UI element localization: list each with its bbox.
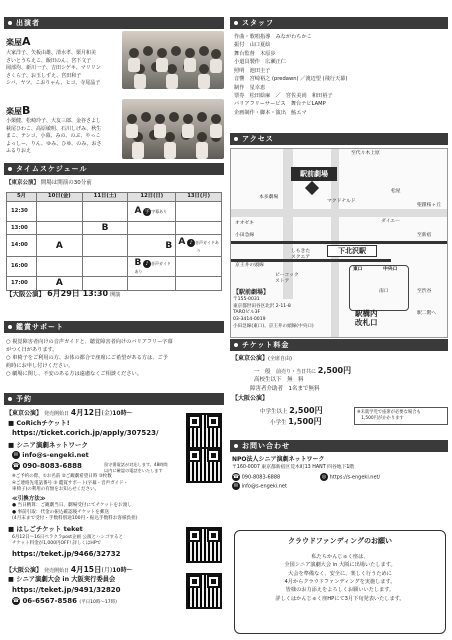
cast-header: 出演者 xyxy=(4,17,224,29)
group-a-title: 楽屋A xyxy=(6,35,31,48)
osaka-sale-line: 【大阪公演】 発売開始日 4月15日(月)10時〜 xyxy=(6,565,133,574)
staff-row: 振付 山口夏絵 xyxy=(234,42,271,49)
ticket-tokyo-label: 【東京公演】(全席自由) xyxy=(232,355,292,362)
group-b-members: 小栗健、松崎玲子、大友三郎、金谷さよし 萩尾ひわこ、高原敏明、石川しげみ、秋生 まこ、テンコ、小幕、みの、のぶ、やっこ よっしー、りん、ゆみ、ひゆ、のみ、おさ ふるりおえ xyxy=(6,118,102,154)
slot-12-1400: B xyxy=(128,235,176,257)
slot-13-1400: A ♪ 音声ガイドあり xyxy=(176,235,222,257)
osaka-ticket-note: ※未就学児で座席が必要な場合も 1,500円がかかります xyxy=(354,407,448,425)
tokyo-sale-line: 【東京公演】 発売開始日 4月12日(金)10時〜 xyxy=(6,408,133,417)
odakyu-line xyxy=(231,241,448,244)
station-label: 下北沢駅 xyxy=(327,245,377,257)
group-a-photo-figures xyxy=(122,31,224,89)
ticket-header: チケット料金 xyxy=(230,339,448,351)
schedule-header: タイムスケジュール xyxy=(4,163,224,175)
theater-marker: 駅前劇場 xyxy=(291,167,337,181)
ticket-row-carer: 障害者介助者 1名まで無料 xyxy=(250,386,320,392)
staff-section xyxy=(230,17,448,116)
slot-12-1600: B ♪ 音声ガイドあり xyxy=(128,257,176,277)
contact-address: 〒160-0007 東京都新宿区荒木町13 HANT 四谷地下1階 xyxy=(232,465,355,470)
support-item: ○ 車椅子をご利用の方、お体の都合で座席にご希望がある方は、ご予 約時にお申し付けください。 xyxy=(6,355,168,370)
mail-icon: ✉ xyxy=(233,483,239,489)
osaka-qr xyxy=(186,573,222,609)
schedule-table: 5月 10日(金) 11日(土) 12日(日) 13日(月) 12:30 A 字 字幕あり 13:00 B 14:00 A B A ♪ 音声ガイドあり 16:00 B ♪ 音声ガイドあり 17:00 A xyxy=(6,192,222,291)
audio-guide-icon: ♪ xyxy=(187,239,195,247)
access-section xyxy=(230,133,448,329)
corich-qr xyxy=(186,413,222,449)
group-a-photo xyxy=(122,31,224,89)
pickup-title: ≪引換方法≫ xyxy=(12,496,46,502)
teket-qr xyxy=(186,527,222,563)
corich-link[interactable]: https://ticket.corich.jp/apply/307523/ xyxy=(12,429,159,437)
access-header: アクセス xyxy=(230,133,448,145)
cast-section xyxy=(4,17,224,154)
slot-10-1400: A xyxy=(36,235,82,257)
support-list xyxy=(6,338,222,378)
phone-icon: ☎ xyxy=(12,598,20,604)
reserve-email[interactable]: ✉ info@s-engeki.net xyxy=(13,451,89,459)
staff-row: 小道具製作 広瀬正仁 xyxy=(234,59,286,66)
schedule-section xyxy=(4,163,224,298)
ticket-row-student: 高校生以下 無 料 xyxy=(254,377,304,383)
support-item: ○ 劇場に関し、不安のある方は遠慮なくご相談ください。 xyxy=(6,371,142,378)
staff-header: スタッフ xyxy=(230,17,448,29)
crowdfunding-title: クラウドファンディングのお願い xyxy=(288,537,392,545)
reserve-instructions: ※ご予約の際、①お名前 ②ご観劇希望日時 ③枚数 ④ご連絡先電話番号 ⑤ 鑑賞サポート(字幕・音声ガイド・ 車椅子)の利用の有無をお知らせください。 xyxy=(12,474,129,493)
contact-tel[interactable]: ☎ 090-8083-6888 xyxy=(232,474,281,481)
contact-email[interactable]: ✉ info@s-engeki.net xyxy=(233,483,287,490)
reservation-header: 予約 xyxy=(4,393,224,405)
osaka-row-child: 小学生 1,500円 xyxy=(270,417,322,426)
reservation-section xyxy=(4,393,224,605)
staff-row: 舞台監督 木原歩 xyxy=(234,50,276,57)
group-b-photo xyxy=(122,99,224,159)
contact-org: NPO法人シニア演劇ネットワーク xyxy=(232,456,325,463)
inokashira-line xyxy=(231,259,391,262)
support-header: 鑑賞サポート xyxy=(4,321,224,333)
globe-icon: ◎ xyxy=(321,474,327,480)
group-b-title: 楽屋B xyxy=(6,104,31,117)
teket-link[interactable]: https://teket.jp/9466/32732 xyxy=(12,550,121,558)
ticket-section xyxy=(230,339,448,426)
staff-row: 企画制作・脚本・演出 鮎エマ xyxy=(234,109,307,116)
staff-row: 音響 宮崎裕之 (predawn) ／渡辺望 (飛行天幕) xyxy=(234,76,348,83)
contact-header: お問い合わせ xyxy=(230,440,448,452)
mail-icon: ✉ xyxy=(13,452,19,458)
group-b-photo-figures xyxy=(122,99,224,159)
pickup-2: ● 事前引取：代金の振込確認後チケットを郵送 (4月末まで受付・手数料別途100円・振込手数料お客様負担) xyxy=(12,510,138,522)
staff-row: 作曲・歌唱指導 みながわちかこ xyxy=(234,34,312,40)
reserve-phone[interactable]: ☎ 090-8083-6888 xyxy=(12,462,82,470)
teket-title: ■ はしごチケット teket xyxy=(8,525,83,533)
support-section xyxy=(4,321,224,378)
senior-net-title: ■ シニア演劇ネットワーク xyxy=(8,441,88,449)
teket-note: 6月12日〜16日ぺラクラpost企画 公演とハシゴすると チケット料金が1,000円OFF! 詳しくはHPで xyxy=(12,535,123,547)
ticket-row-general: 一 般 前売り・当日共に 2,500円 xyxy=(254,366,352,375)
slot-10-1700: A xyxy=(36,277,82,290)
phone-note: 留守番電話が対応します。48時間 以内に確認の電話をいたします xyxy=(104,462,168,473)
phone-icon: ☎ xyxy=(12,463,20,469)
phone-icon: ☎ xyxy=(232,474,240,480)
osaka-link[interactable]: https://teket.jp/9491/32820 xyxy=(12,586,121,594)
staff-row: 照明 池田圭子 xyxy=(234,67,271,74)
osaka-org: ■ シニア演劇大会 in 大阪実行委員会 xyxy=(8,576,116,583)
access-map: 駅前劇場 下北沢駅 マクドナルド オオゼキ ダイエー 本多劇場 松屋 小田急線 しもきた スクエア ピーコック ストア 京王井の頭線 至新宿 至渋谷 聖蹟桜ヶ丘 至代々木上原 駅二階へ 東口 中央口 駅構内 改札口 南口 【駅前劇場】 〒155-0031 東京都世田谷区北沢 2-11-8 TAROビル3F 03-3414-0019 小田急線(東口)、京王井の頭線(中央口) xyxy=(230,148,448,338)
staff-row: バリアフリーサービス 舞台ナビLAMP xyxy=(234,101,326,108)
osaka-phone[interactable]: ☎ 06-6567-8586 (平日10時〜17時) xyxy=(12,597,117,605)
caption-icon: 字 xyxy=(144,208,150,215)
crowdfunding-body: 私たちかんじゅく座は、 全国シニア演劇大会 in 大阪に出場いたします。 大会を準備なく、安全に、楽しく行うために 4月からクラウドファンディングを実施します。 皆様のお力添えをよろしくお願いいたします。 詳しくはかんじゅく座HPにて3月下旬発表いたします。 xyxy=(275,554,405,602)
contact-section xyxy=(230,440,448,490)
slot-11-1300: B xyxy=(82,222,128,235)
staff-list xyxy=(234,33,347,117)
slot-12-1230: A 字 字幕あり xyxy=(128,202,176,222)
group-a-members: 大家洋子、矢板由雄、清水孝、栗月和美 さいとうちえこ、飯田のん、宮下文子 岡部均、新川一子、吉田シゲキ、マリリン さくら子、お玉しずえ、宮田和子 シバ、ヤツ、こおりゃん、ヒコ、寺尾晶子 xyxy=(6,50,101,86)
ticket-osaka-label: 【大阪公演】 xyxy=(232,395,269,402)
osaka-schedule: 【大阪公演】 6月29日 13:30 開演 xyxy=(6,289,121,298)
corich-title: ■ CoRichチケット! xyxy=(8,419,70,427)
support-item: ○ 視覚障害者向けの音声ガイドと、聴覚障害者向けのバリアフリー字幕 がつく日があります。 xyxy=(6,339,173,354)
audio-guide-icon-2: ♪ xyxy=(143,260,151,268)
crowdfunding-box xyxy=(234,530,446,634)
theater-pin xyxy=(305,181,319,195)
pickup-1: ● 当日精算：ご観劇当日、劇場受付にてチケットをお渡し xyxy=(12,503,132,508)
osaka-row-adult: 中学生以上 2,500円 xyxy=(260,406,323,415)
staff-row: 票券 松田絵麻 ／ 宮佐美尚 和田裕子 xyxy=(234,92,333,99)
schedule-tokyo-label: 【東京公演】 開場は開演の30分前 xyxy=(6,180,92,186)
staff-row: 制作 星幸恵 xyxy=(234,84,266,91)
contact-web[interactable]: ◎ https://s-engeki.net/ xyxy=(321,474,381,481)
